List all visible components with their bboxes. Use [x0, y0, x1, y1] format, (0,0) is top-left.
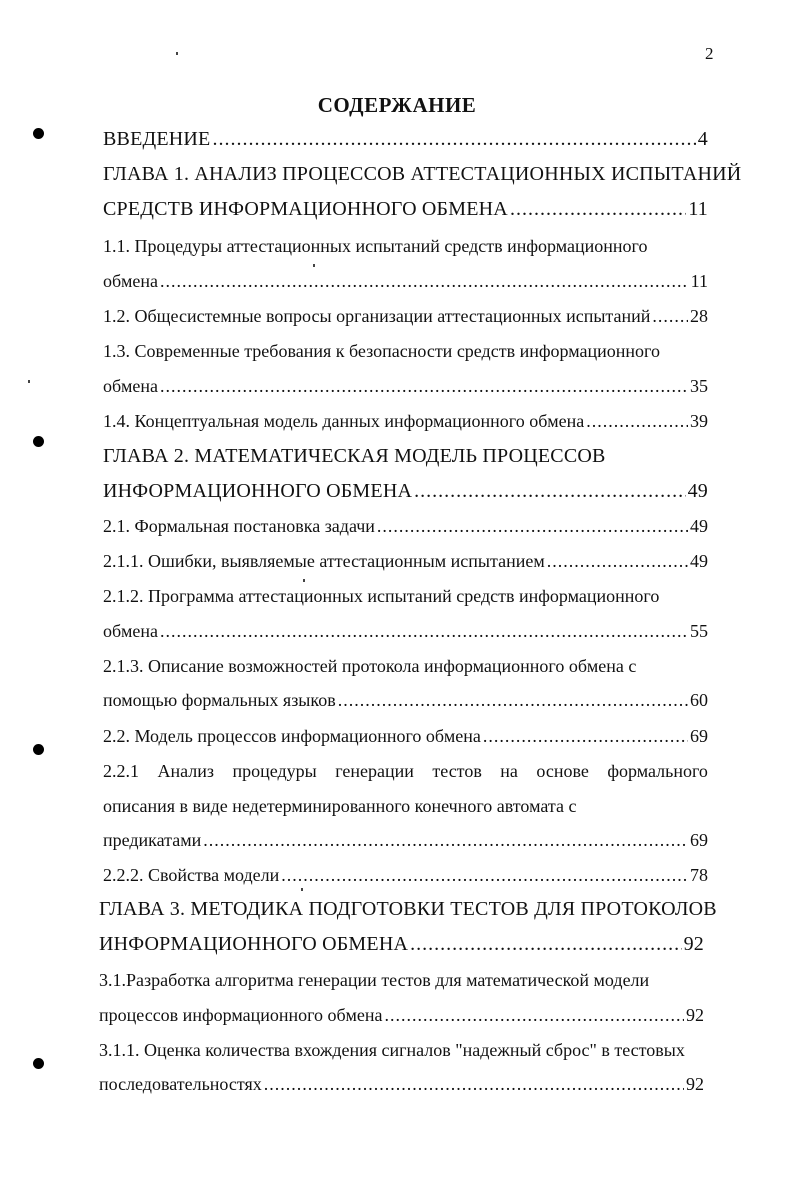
leader-dots	[414, 480, 685, 503]
toc-entry-text: последовательностях	[99, 1074, 262, 1094]
toc-section-1-1-line-1[interactable]	[103, 236, 647, 257]
punch-hole-mark	[33, 436, 44, 447]
toc-section-2-1-3-line-1[interactable]	[103, 656, 636, 677]
leader-dots	[547, 551, 688, 572]
leader-dots	[483, 726, 688, 747]
toc-section-3-1-line-2[interactable]	[99, 1005, 704, 1026]
punch-hole-mark	[33, 744, 44, 755]
toc-entry-text: 2.1.3. Описание возможностей протокола информационного обмена с	[103, 656, 637, 676]
toc-entry-text: ГЛАВА 1. АНАЛИЗ ПРОЦЕССОВ АТТЕСТАЦИОННЫХ ИСПЫТАНИЙ	[103, 163, 742, 185]
toc-entry-text: 2.1.1. Ошибки, выявляемые аттестационным испытанием	[103, 551, 545, 571]
toc-page-number: 92	[686, 1005, 704, 1025]
toc-page-number: 28	[690, 306, 708, 326]
toc-section-1-3-line-2[interactable]	[103, 376, 708, 397]
toc-section-1-1-line-2[interactable]	[103, 271, 708, 292]
leader-dots	[203, 830, 688, 851]
toc-section-2-2-1-line-3[interactable]	[103, 830, 708, 851]
toc-page-number: 69	[690, 830, 708, 850]
page-title: СОДЕРЖАНИЕ	[317, 93, 477, 117]
leader-dots	[281, 865, 688, 886]
toc-word: генерации	[335, 761, 414, 781]
toc-page-number: 39	[690, 411, 708, 431]
leader-dots	[338, 690, 688, 711]
toc-chapter-3-line-2[interactable]	[99, 933, 704, 956]
scan-speck	[301, 888, 303, 891]
leader-dots	[160, 271, 689, 292]
toc-section-2-2-1-line-2[interactable]	[103, 796, 576, 817]
toc-entry-text: 1.1. Процедуры аттестационных испытаний средств информационного	[103, 236, 648, 256]
toc-entry-text: 2.2. Модель процессов информационного обмена	[103, 726, 481, 746]
toc-entry-text: ИНФОРМАЦИОННОГО ОБМЕНА	[103, 480, 413, 502]
punch-hole-mark	[33, 128, 44, 139]
toc-page-number: 49	[690, 551, 708, 571]
punch-hole-mark	[33, 1058, 44, 1069]
leader-dots	[264, 1074, 684, 1095]
toc-entry-text: 2.2.2. Свойства модели	[103, 865, 280, 885]
toc-entry-text: процессов информационного обмена	[99, 1005, 383, 1025]
toc-section-2-1-2-line-2[interactable]	[103, 621, 708, 642]
toc-entry-text: СРЕДСТВ ИНФОРМАЦИОННОГО ОБМЕНА	[103, 198, 508, 220]
toc-entry-text: 3.1.Разработка алгоритма генерации тестов для математической модели	[99, 970, 650, 990]
leader-dots	[377, 516, 688, 537]
leader-dots	[160, 376, 688, 397]
toc-page-number: 49	[687, 480, 708, 502]
toc-entry-text: 2.1.2. Программа аттестационных испытаний средств информационного	[103, 586, 660, 606]
toc-section-1-2[interactable]	[103, 306, 708, 327]
toc-section-2-2[interactable]	[103, 726, 708, 747]
toc-page-number: 69	[690, 726, 708, 746]
toc-entry-text: ГЛАВА 3. МЕТОДИКА ПОДГОТОВКИ ТЕСТОВ ДЛЯ ПРОТОКОЛОВ	[99, 898, 717, 920]
toc-entry-text: обмена	[103, 271, 158, 291]
toc-word: основе	[536, 761, 589, 781]
toc-section-3-1-1-line-2[interactable]	[99, 1074, 704, 1095]
toc-entry-text: 1.4. Концептуальная модель данных информационного обмена	[103, 411, 585, 431]
toc-word: 2.2.1	[103, 761, 139, 781]
scan-speck	[313, 264, 315, 267]
toc-chapter-1-line-2[interactable]	[103, 198, 708, 221]
toc-word: формального	[607, 761, 708, 781]
toc-entry-text: ГЛАВА 2. МАТЕМАТИЧЕСКАЯ МОДЕЛЬ ПРОЦЕССОВ	[103, 445, 606, 467]
toc-page-number: 11	[690, 271, 708, 291]
scan-speck	[28, 380, 30, 383]
toc-word: Анализ	[157, 761, 214, 781]
toc-chapter-3-line-1[interactable]	[99, 898, 717, 921]
toc-section-1-3-line-1[interactable]	[103, 341, 660, 362]
scan-speck	[303, 579, 305, 582]
toc-chapter-1-line-1[interactable]	[103, 163, 741, 186]
toc-entry-intro[interactable]	[103, 128, 708, 151]
toc-entry-text: обмена	[103, 376, 158, 396]
page-number: 2	[705, 44, 714, 63]
toc-entry-text: 3.1.1. Оценка количества вхождения сигналов "надежный сброс" в тестовых	[99, 1040, 685, 1060]
toc-section-2-1-3-line-2[interactable]	[103, 690, 708, 711]
toc-entry-text: 1.3. Современные требования к безопасности средств информационного	[103, 341, 660, 361]
toc-page-number: 55	[690, 621, 708, 641]
toc-entry-text: ВВЕДЕНИЕ	[103, 128, 211, 150]
toc-page-number: 92	[683, 933, 704, 955]
toc-entry-text: помощью формальных языков	[103, 690, 336, 710]
toc-entry-text: предикатами	[103, 830, 202, 850]
toc-word: на	[500, 761, 518, 781]
toc-section-3-1-1-line-1[interactable]	[99, 1040, 685, 1061]
toc-section-2-2-2[interactable]	[103, 865, 708, 886]
leader-dots	[410, 933, 681, 956]
toc-section-2-2-1-line-1[interactable]	[103, 761, 708, 782]
toc-section-3-1-line-1[interactable]	[99, 970, 649, 991]
toc-word: процедуры	[232, 761, 317, 781]
toc-section-2-1-2-line-1[interactable]	[103, 586, 659, 607]
toc-page-number: 78	[690, 865, 708, 885]
toc-page-number: 92	[686, 1074, 704, 1094]
leader-dots	[160, 621, 688, 642]
leader-dots	[212, 128, 695, 151]
toc-chapter-2-line-1[interactable]	[103, 445, 606, 468]
toc-section-2-1[interactable]	[103, 516, 708, 537]
leader-dots	[385, 1005, 684, 1026]
toc-entry-text: 2.1. Формальная постановка задачи	[103, 516, 375, 536]
toc-chapter-2-line-2[interactable]	[103, 480, 708, 503]
leader-dots	[652, 306, 688, 327]
toc-section-2-1-1[interactable]	[103, 551, 708, 572]
toc-page-number: 60	[690, 690, 708, 710]
toc-page-number: 35	[690, 376, 708, 396]
toc-entry-text: обмена	[103, 621, 158, 641]
toc-page-number: 49	[690, 516, 708, 536]
toc-page-number: 4	[697, 128, 708, 150]
toc-entry-text: описания в виде недетерминированного конечного автомата с	[103, 796, 577, 816]
scan-speck	[176, 52, 178, 55]
toc-entry-text: 1.2. Общесистемные вопросы организации аттестационных испытаний	[103, 306, 651, 326]
toc-page-number: 11	[688, 198, 708, 220]
toc-entry-text: ИНФОРМАЦИОННОГО ОБМЕНА	[99, 933, 409, 955]
toc-word: тестов	[432, 761, 482, 781]
toc-section-1-4[interactable]	[103, 411, 708, 432]
leader-dots	[586, 411, 688, 432]
leader-dots	[510, 198, 686, 221]
